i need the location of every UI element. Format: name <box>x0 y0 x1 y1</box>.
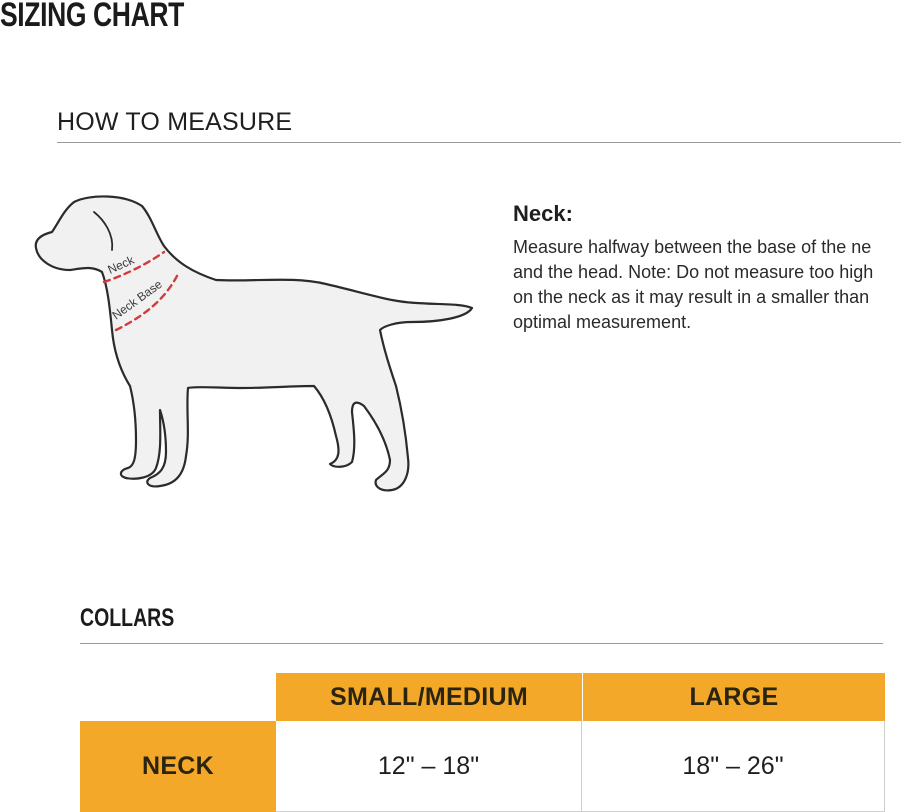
neck-instruction-line: Measure halfway between the base of the ne <box>513 237 872 257</box>
table-cell-neck-large: 18" – 26" <box>582 721 885 812</box>
how-to-measure-heading: HOW TO MEASURE <box>57 108 293 136</box>
row-label-neck: NECK <box>80 721 276 812</box>
neck-instruction-line: optimal measurement. <box>513 312 692 332</box>
collars-heading: COLLARS <box>80 604 175 632</box>
column-header-large: LARGE <box>582 673 885 721</box>
dog-measurement-diagram <box>30 190 480 495</box>
dog-silhouette <box>36 196 472 490</box>
collars-divider <box>80 643 883 644</box>
neck-instruction-text <box>513 235 901 335</box>
column-header-small-medium: SMALL/MEDIUM <box>276 673 582 721</box>
neck-instruction-title: Neck: <box>513 201 573 226</box>
page-title: SIZING CHART <box>0 0 184 34</box>
collar-size-table <box>80 673 885 812</box>
section-divider <box>57 142 901 143</box>
neck-diagram-label: Neck <box>105 252 137 277</box>
neck-instruction-line: and the head. Note: Do not measure too high <box>513 262 874 282</box>
neck-base-diagram-label: Neck Base <box>109 276 165 323</box>
neck-instruction-line: on the neck as it may result in a smaller than <box>513 287 870 307</box>
table-cell-neck-small-medium: 12" – 18" <box>276 721 582 812</box>
